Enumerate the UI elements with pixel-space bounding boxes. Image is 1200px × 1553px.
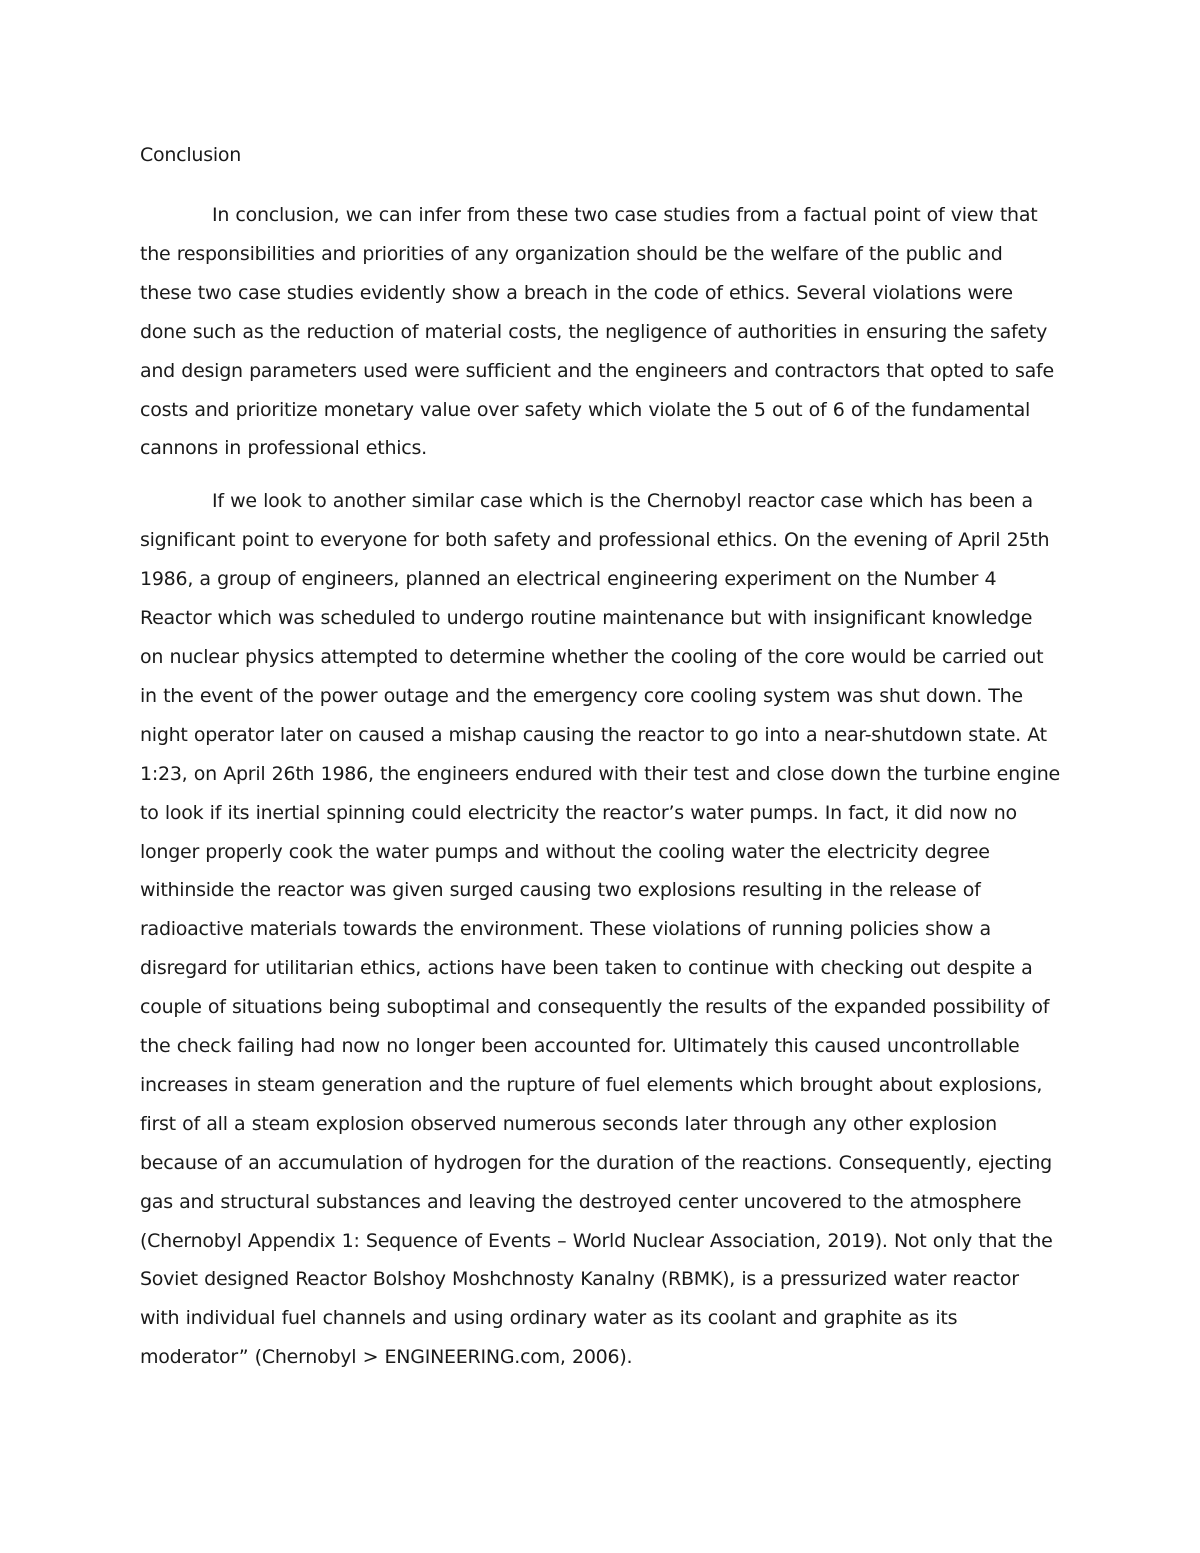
paragraph-conclusion: In conclusion, we can infer from these two case studies from a factual point of view that the responsibilities and priorities of any organization should be the welfare of the public and these two case studies evidently show a breach in the code of ethics. Several violations were done such as the reduction of material costs, the negligence of authorities in ensuring the safety and design parameters used were sufficient and the engineers and contractors that opted to safe costs and prioritize monetary value over safety which violate the 5 out of 6 of the fundamental cannons in professional ethics. — [140, 204, 1054, 460]
document-body — [140, 140, 1060, 1377]
section-heading: Conclusion — [140, 144, 242, 166]
paragraph-chernobyl-case: If we look to another similar case which is the Chernobyl reactor case which has been a significant point to everyone for both safety and professional ethics. On the evening of April 25th 1986, a group of engineers, planned an electrical engineering experiment on the Number 4 Reactor which was scheduled to undergo routine maintenance but with insignificant knowledge on nuclear physics attempted to determine whether the cooling of the core would be carried out in the event of the power outage and the emergency core cooling system was shut down. The night operator later on caused a mishap causing the reactor to go into a near-shutdown state. At 1:23, on April 26th 1986, the engineers endured with their test and close down the turbine engine to look if its inertial spinning could electricity the reactor’s water pumps. In fact, it did now no longer properly cook the water pumps and without the cooling water the electricity degree withinside the reactor was given surged causing two explosions resulting in the release of radioactive materials towards the environment. These violations of running policies show a disregard for utilitarian ethics, actions have been taken to continue with checking out despite a couple of situations being suboptimal and consequently the results of the expanded possibility of the check failing had now no longer been accounted for. Ultimately this caused uncontrollable increases in steam generation and the rupture of fuel elements which brought about explosions, first of all a steam explosion observed numerous seconds later through any other explosion because of an accumulation of hydrogen for the duration of the reactions. Consequently, ejecting gas and structural substances and leaving the destroyed center uncovered to the atmosphere (Chernobyl Appendix 1: Sequence of Events – World Nuclear Association, 2019). Not only that the Soviet designed Reactor Bolshoy Moshchnosty Kanalny (RBMK), is a pressurized water reactor with individual fuel channels and using ordinary water as its coolant and graphite as its moderator” (Chernobyl > ENGINEERING.com, 2006). — [140, 490, 1060, 1369]
